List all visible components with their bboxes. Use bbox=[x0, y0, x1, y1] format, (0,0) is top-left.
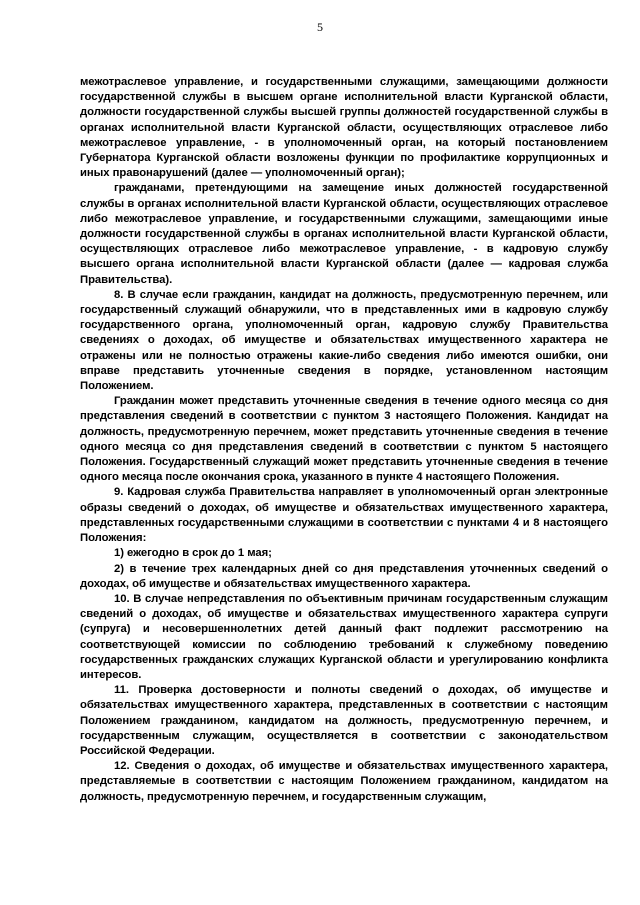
paragraph-8: 10. В случае непредставления по объективным причинам государственным служащим сведений о доходах, об имуществе и обязательствах имущественного характера супруги (супруга) и несовершеннолетних детей данный факт подлежит рассмотрению на соответствующей комиссии по соблюдению требований к служебному поведению государственных гражданских служащих Курганской области и урегулированию конфликта интересов. bbox=[80, 592, 608, 681]
paragraph-2: гражданами, претендующими на замещение иных должностей государственной службы в органах исполнительной власти Курганской области, осуществляющих отраслевое либо межотраслевое управление, и государственными служащими, замещающими иные должности государственной службы в органах исполнительной власти Курганской области, осуществляющих отраслевое либо межотраслевое управление, - в кадровую службу высшего органа исполнительной власти Курганской области (далее — кадровая служба Правительства). bbox=[80, 182, 608, 286]
page-number: 5 bbox=[317, 20, 323, 34]
paragraph-9: 11. Проверка достоверности и полноты сведений о доходах, об имуществе и обязательствах имущественного характера, представленных в соответствии с настоящим Положением гражданином, кандидатом на должность, предусмотренную перечнем, и государственным служащим, осуществляется в соответствии с законодательством Российской Федерации. bbox=[80, 684, 608, 757]
paragraph-4: Гражданин может представить уточненные сведения в течение одного месяца со дня представления сведений в соответствии с пунктом 3 настоящего Положения. Кандидат на должность, предусмотренную перечнем, может представить уточненные сведения в течение одного месяца со дня представления сведений в соответствии с пунктом 5 настоящего Положения. Государственный служащий может представить уточненные сведения в течение одного месяца после окончания срока, указанного в пункте 4 настоящего Положения. bbox=[80, 395, 608, 484]
paragraph-5: 9. Кадровая служба Правительства направляет в уполномоченный орган электронные образы сведений о доходах, об имуществе и обязательствах имущественного характера, представленных государственными служащими в соответствии с пунктами 4 и 8 настоящего Положения: bbox=[80, 486, 608, 545]
document-body bbox=[80, 75, 608, 805]
paragraph-10: 12. Сведения о доходах, об имуществе и обязательствах имущественного характера, представляемые в соответствии с настоящим Положением гражданином, кандидатом на должность, предусмотренную перечнем, и государственным служащим, bbox=[80, 760, 608, 803]
paragraph-7: 2) в течение трех календарных дней со дня представления уточненных сведений о доходах, об имуществе и обязательствах имущественного характера. bbox=[80, 562, 608, 590]
paragraph-3: 8. В случае если гражданин, кандидат на должность, предусмотренную перечнем, или государственный служащий обнаружили, что в представленных ими в кадровую службу государственного органа, уполномоченный орган, кадровую службу Правительства сведениях о доходах, об имуществе и обязательствах имущественного характера не отражены или не полностью отражены какие-либо сведения либо имеются ошибки, они вправе представить уточненные сведения в порядке, установленном настоящим Положением. bbox=[80, 288, 608, 393]
paragraph-6: 1) ежегодно в срок до 1 мая; bbox=[114, 547, 272, 560]
paragraph-1: межотраслевое управление, и государственными служащими, замещающими должности государственной службы в высшем органе исполнительной власти Курганской области, должности государственной службы высшей группы должностей государственной службы в органах исполнительной власти Курганской области, осуществляющих отраслевое либо межотраслевое управление, - в уполномоченный орган, на который постановлением Губернатора Курганской области возложены функции по профилактике коррупционных и иных правонарушений (далее — уполномоченный орган); bbox=[80, 76, 608, 180]
